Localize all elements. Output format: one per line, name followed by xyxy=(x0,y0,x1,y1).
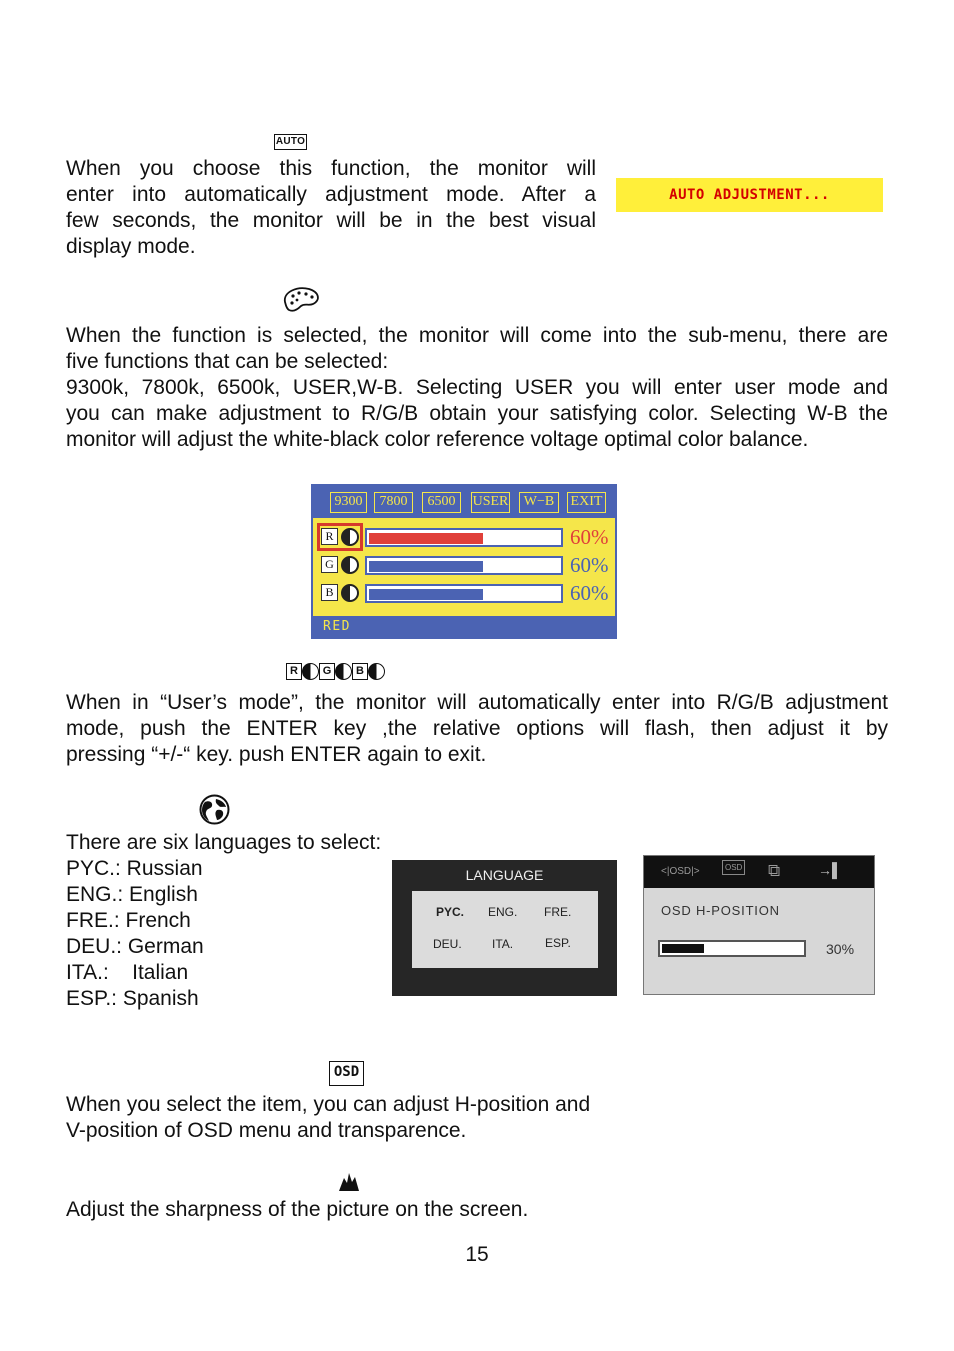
half-circle-icon xyxy=(335,663,352,680)
r-box-icon: R xyxy=(286,663,302,680)
language-item: ITA.: Italian xyxy=(66,961,189,984)
hpos-title: OSD H-POSITION xyxy=(661,903,780,918)
tab-exit: EXIT xyxy=(567,492,606,513)
level-track xyxy=(365,528,563,547)
sharpness-line: Adjust the sharpness of the picture on the screen. xyxy=(66,1198,529,1221)
auto-line-1: When you choose this function, the monitor will xyxy=(66,157,596,180)
b-box-icon: B xyxy=(352,663,368,680)
osd-description xyxy=(66,1092,716,1144)
color-osd-screenshot xyxy=(311,484,617,639)
page-number: 15 xyxy=(465,1243,489,1266)
language-item: DEU.: German xyxy=(66,935,204,958)
auto-description xyxy=(66,156,596,260)
transparency-tab-icon: ⧉ xyxy=(768,861,781,880)
language-intro: There are six languages to select: xyxy=(66,831,382,854)
level-percent: 60% xyxy=(570,525,609,549)
color-line-4: you can make adjustment to R/G/B obtain your satisfying color. Selecting W-B the xyxy=(66,402,888,425)
language-item: PYC.: Russian xyxy=(66,857,203,880)
rgb-line-2: mode, push the ENTER key ,the relative options will flash, then adjust it by xyxy=(66,717,888,740)
globe-icon xyxy=(199,794,230,825)
osd-vposition-tab-icon: OSD xyxy=(722,860,745,875)
level-percent: 60% xyxy=(570,553,609,577)
tab-w-b: W−B xyxy=(519,492,559,513)
contrast-dot-icon xyxy=(341,584,359,602)
language-option: ITA. xyxy=(492,937,514,951)
row-label: R xyxy=(321,528,338,545)
osd-hposition-screenshot xyxy=(643,855,875,995)
rgb-description xyxy=(66,690,888,768)
language-item: FRE.: French xyxy=(66,909,191,932)
level-fill xyxy=(369,533,483,544)
sharpness-description xyxy=(66,1197,766,1223)
contrast-dot-icon xyxy=(341,556,359,574)
language-item: ESP.: Spanish xyxy=(66,987,199,1010)
rgb-line-3: pressing “+/-“ key. push ENTER again to exit. xyxy=(66,743,487,766)
hpos-level-track xyxy=(658,940,806,957)
hpos-tab-bar xyxy=(644,856,874,888)
osd-row-g xyxy=(317,552,611,578)
color-palette-icon xyxy=(281,284,321,316)
tab-6500: 6500 xyxy=(422,492,461,513)
auto-line-3: few seconds, the monitor will be in the best visual xyxy=(66,209,596,232)
osd-line-1: When you select the item, you can adjust H-position and xyxy=(66,1093,591,1116)
color-line-2: five functions that can be selected: xyxy=(66,350,389,373)
level-percent: 60% xyxy=(570,581,609,605)
language-osd-title: LANGUAGE xyxy=(465,867,544,883)
osd-row-r xyxy=(317,524,611,550)
auto-line-4: display mode. xyxy=(66,235,196,258)
osd-icon: OSD xyxy=(329,1061,364,1086)
color-osd-footer: RED xyxy=(313,616,615,637)
level-track xyxy=(365,556,563,575)
language-option: ESP. xyxy=(545,936,571,950)
rgb-icons xyxy=(286,662,385,681)
color-description xyxy=(66,323,888,453)
row-label: G xyxy=(321,556,338,573)
level-fill xyxy=(369,561,483,572)
language-osd-options xyxy=(412,891,598,968)
row-label: B xyxy=(321,584,338,601)
g-box-icon: G xyxy=(319,663,335,680)
auto-adjustment-banner: AUTO ADJUSTMENT... xyxy=(616,178,883,212)
language-item: ENG.: English xyxy=(66,883,198,906)
language-option-selected: PYC. xyxy=(436,905,465,919)
half-circle-icon xyxy=(302,663,319,680)
language-option: FRE. xyxy=(544,905,572,919)
tab-user: USER xyxy=(471,492,510,513)
level-track xyxy=(365,584,563,603)
color-line-1: When the function is selected, the monitor will come into the sub-menu, there are xyxy=(66,324,888,347)
half-circle-icon xyxy=(368,663,385,680)
hpos-percent: 30% xyxy=(826,941,855,957)
color-line-5: monitor will adjust the white-black color reference voltage optimal color balance. xyxy=(66,428,809,451)
language-option: ENG. xyxy=(488,905,518,919)
contrast-dot-icon xyxy=(341,528,359,546)
sharpness-icon xyxy=(338,1170,360,1192)
color-line-3: 9300k, 7800k, 6500k, USER,W-B. Selecting USER you will enter user mode and xyxy=(66,376,888,399)
rgb-line-1: When in “User’s mode”, the monitor will automatically enter into R/G/B adjustment xyxy=(66,691,888,714)
language-option: DEU. xyxy=(433,937,462,951)
osd-position-tab-icon: <|OSD|> xyxy=(661,866,700,877)
auto-icon: AUTO xyxy=(274,134,307,150)
osd-row-b xyxy=(317,580,611,606)
tab-7800: 7800 xyxy=(374,492,413,513)
osd-line-2: V-position of OSD menu and transparence. xyxy=(66,1119,467,1142)
hpos-level-fill xyxy=(662,944,704,953)
tab-9300: 9300 xyxy=(330,492,367,513)
color-osd-tab-bar xyxy=(313,486,615,518)
level-fill xyxy=(369,589,483,600)
auto-line-2: enter into automatically adjustment mode. After a xyxy=(66,183,596,206)
exit-door-icon: →▌ xyxy=(818,862,842,878)
language-osd-screenshot xyxy=(392,860,617,996)
